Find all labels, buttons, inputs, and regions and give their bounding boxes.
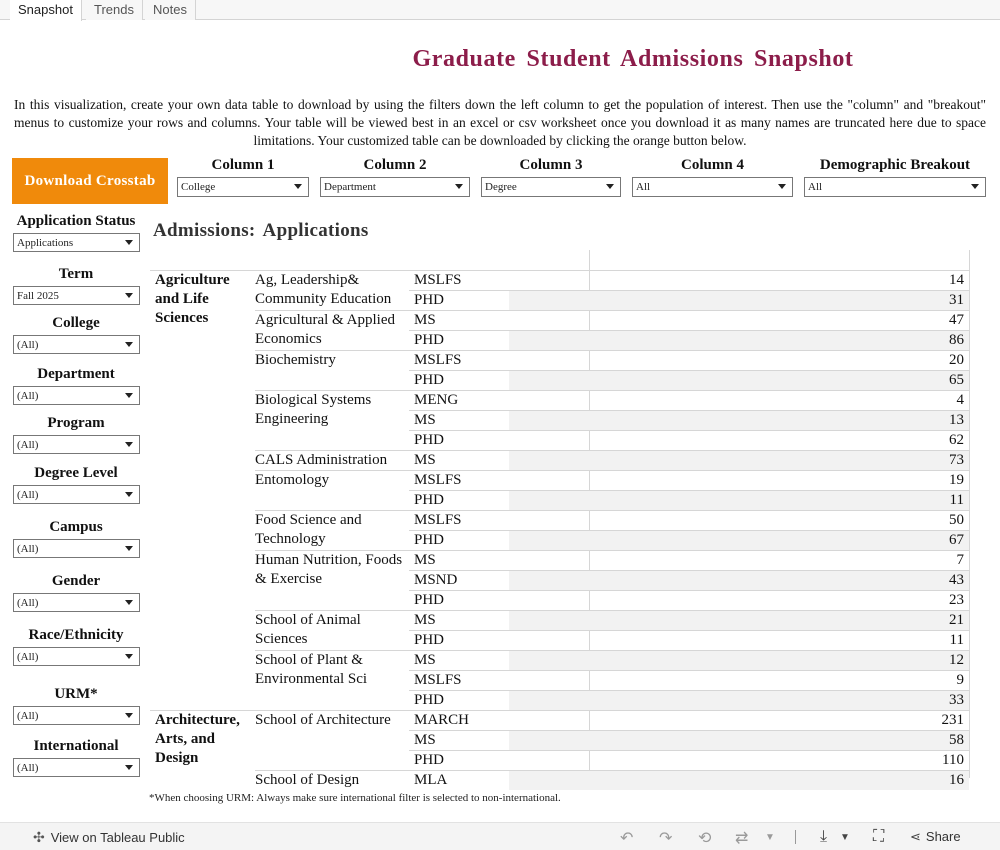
degree-cell: MSLFS [414,272,462,288]
select-value: (All) [17,597,39,609]
filter-select[interactable] [13,233,140,252]
select-value: All [808,181,823,193]
table-row[interactable] [409,610,969,630]
filter-select[interactable] [13,386,140,405]
degree-cell: MS [414,732,436,748]
select-value: (All) [17,651,39,663]
filter-select[interactable] [13,286,140,305]
select-value: Applications [17,237,74,249]
filter-label: Degree Level [34,465,118,481]
chevron-down-icon [971,184,979,189]
chevron-down-icon [125,713,133,718]
select-value: (All) [17,339,39,351]
filter-select[interactable] [13,758,140,777]
column-control-label: Column 4 [681,157,744,173]
degree-cell: MSLFS [414,352,462,368]
degree-cell: MS [414,612,436,628]
filter-select[interactable] [13,435,140,454]
select-value: College [181,181,216,193]
table-row[interactable] [409,730,969,750]
value-cell: 19 [949,472,964,488]
filter-label: URM* [54,686,98,702]
download-crosstab-button[interactable]: Download Crosstab [12,158,168,204]
college-header[interactable]: Architecture, Arts, and Design [155,712,240,766]
select-value: All [636,181,651,193]
value-cell: 13 [949,412,964,428]
value-cell: 20 [949,352,964,368]
select-value: (All) [17,390,39,402]
degree-cell: PHD [414,432,445,448]
urm-footnote: *When choosing URM: Always make sure international filter is selected to non-international. [149,792,561,804]
chevron-down-icon [294,184,302,189]
tab-bar [0,0,1000,20]
table-row[interactable] [409,410,969,430]
department-header[interactable]: Biochemistry [255,350,409,390]
degree-cell: MSLFS [414,512,462,528]
table-row[interactable] [409,310,969,330]
degree-cell: MSND [414,572,458,588]
degree-cell: MARCH [414,712,470,728]
column-control-label: Column 2 [363,157,427,173]
table-row[interactable] [409,450,969,470]
department-header[interactable]: Food Science and Technology [255,510,409,550]
degree-cell: PHD [414,532,445,548]
value-cell: 7 [956,552,964,568]
degree-cell: MSLFS [414,672,462,688]
refresh-menu-chevron-down-icon[interactable]: ▼ [765,832,775,843]
chevron-down-icon [125,393,133,398]
filter-label: College [52,315,100,331]
filter-label: International [33,738,119,754]
chevron-down-icon [606,184,614,189]
degree-cell: PHD [414,292,445,308]
table-row[interactable] [409,670,969,690]
tab-notes[interactable]: Notes [145,0,196,20]
select-value: Department [324,181,376,193]
crosstab-table[interactable] [150,250,970,788]
value-cell: 231 [941,712,964,728]
degree-cell: MS [414,652,436,668]
degree-cell: PHD [414,692,445,708]
filter-select[interactable] [13,335,140,354]
value-cell: 65 [949,372,964,388]
column-control-select[interactable] [320,177,470,197]
chevron-down-icon [125,654,133,659]
value-cell: 9 [956,672,964,688]
chevron-down-icon [125,293,133,298]
sheet-title: Admissions: Applications [153,220,369,241]
degree-cell: PHD [414,492,445,508]
column-control-select[interactable] [632,177,793,197]
table-row[interactable] [409,650,969,670]
degree-cell: PHD [414,632,445,648]
value-cell: 11 [949,492,964,508]
fullscreen-icon[interactable]: ⛶ [873,828,885,845]
chevron-down-icon [455,184,463,189]
tableau-logo-icon: ✣ [33,829,45,845]
table-row[interactable] [409,750,969,770]
filter-label: Department [37,366,115,382]
chevron-down-icon [125,765,133,770]
column-control-select[interactable] [804,177,986,197]
department-header[interactable]: Biological Systems Engineering [255,390,409,450]
download-menu-chevron-down-icon[interactable]: ▼ [840,832,850,843]
view-on-tableau-link[interactable] [33,829,185,846]
degree-cell: MS [414,412,436,428]
table-row[interactable] [409,630,969,650]
page-title: Graduate Student Admissions Snapshot [412,46,854,72]
toolbar-divider [795,830,796,844]
value-cell: 12 [949,652,964,668]
table-row[interactable] [409,370,969,390]
table-row[interactable] [409,390,969,410]
filter-label: Application Status [16,213,136,229]
select-value: (All) [17,762,39,774]
table-row[interactable] [409,770,969,790]
department-header[interactable]: Ag, Leadership& Community Education [255,270,409,310]
select-value: (All) [17,710,39,722]
column-control-label: Column 1 [211,157,275,173]
value-cell: 47 [949,312,964,328]
value-cell: 62 [949,432,964,448]
department-header[interactable]: Entomology [255,470,409,510]
chevron-down-icon [125,442,133,447]
redo-icon[interactable]: ↷ [659,830,673,847]
chevron-down-icon [125,492,133,497]
table-row[interactable] [409,430,969,450]
column-divider [969,250,970,778]
column-control-select[interactable] [177,177,309,197]
share-button[interactable] [910,829,961,845]
select-value: (All) [17,543,39,555]
degree-cell: MSLFS [414,472,462,488]
value-cell: 21 [949,612,964,628]
column-control-label: Demographic Breakout [819,157,971,173]
filter-label: Term [58,266,94,282]
department-header[interactable]: School of Design [255,770,409,790]
share-icon: ⋖ [910,829,921,844]
degree-cell: PHD [414,372,445,388]
value-cell: 50 [949,512,964,528]
table-row[interactable] [409,490,969,510]
value-cell: 33 [949,692,964,708]
refresh-icon[interactable]: ⇄ [735,830,749,847]
table-row[interactable] [409,270,969,290]
tab-trends[interactable]: Trends [86,0,143,20]
chevron-down-icon [778,184,786,189]
column-control-label: Column 3 [519,157,583,173]
select-value: Fall 2025 [17,290,59,302]
select-value: (All) [17,439,39,451]
filter-select[interactable] [13,647,140,666]
chevron-down-icon [125,546,133,551]
tableau-toolbar [0,822,1000,850]
degree-cell: MS [414,452,436,468]
value-cell: 4 [956,392,964,408]
degree-cell: PHD [414,592,445,608]
value-cell: 43 [949,572,964,588]
filter-label: Program [47,415,105,431]
department-header[interactable]: School of Architecture [255,710,409,770]
filter-select[interactable] [13,539,140,558]
value-cell: 67 [949,532,964,548]
degree-cell: MS [414,552,436,568]
table-row[interactable] [409,470,969,490]
degree-cell: MS [414,312,436,328]
column-control-select[interactable] [481,177,621,197]
undo-icon[interactable]: ↶ [620,830,634,847]
degree-cell: MENG [414,392,459,408]
value-cell: 86 [949,332,964,348]
table-row[interactable] [409,550,969,570]
table-row[interactable] [409,350,969,370]
filter-label: Campus [49,519,103,535]
table-row[interactable] [409,570,969,590]
college-header[interactable]: Agriculture and Life Sciences [155,272,230,326]
value-cell: 11 [949,632,964,648]
filter-select[interactable] [13,706,140,725]
department-header[interactable]: Human Nutrition, Foods & Exercise [255,550,409,610]
degree-cell: PHD [414,332,445,348]
department-header[interactable]: School of Plant & Environmental Sci [255,650,409,710]
revert-icon[interactable]: ⟲ [698,830,712,847]
table-row[interactable] [409,530,969,550]
department-header[interactable]: Agricultural & Applied Economics [255,310,409,350]
value-cell: 14 [949,272,964,288]
table-row[interactable] [409,590,969,610]
tab-snapshot[interactable]: Snapshot [10,0,82,21]
chevron-down-icon [125,342,133,347]
chevron-down-icon [125,600,133,605]
download-icon[interactable]: ⤓ [820,828,828,845]
table-row[interactable] [409,330,969,350]
value-cell: 23 [949,592,964,608]
table-row[interactable] [409,510,969,530]
select-value: (All) [17,489,39,501]
table-row[interactable] [409,290,969,310]
value-cell: 73 [949,452,964,468]
intro-text: In this visualization, create your own data table to download by using the filters down the left column to get the population of interest. Then use the "column" and "breakout" menus to customize your rows and columns. Your table will be viewed best in an excel or csv worksheet once you download it as many names are truncated here due to space limitations. Your customized table can be downloaded by clicking the orange button below. [14,97,986,149]
share-label: Share [925,829,961,844]
select-value: Degree [485,181,517,193]
value-cell: 31 [949,292,964,308]
chevron-down-icon [125,240,133,245]
view-on-tableau-label: View on Tableau Public [50,830,185,845]
table-row[interactable] [409,710,969,730]
filter-label: Race/Ethnicity [28,627,124,643]
degree-cell: PHD [414,752,445,768]
filter-select[interactable] [13,593,140,612]
header-gap [409,250,410,271]
value-cell: 16 [949,772,964,788]
degree-cell: MLA [414,772,448,788]
filter-label: Gender [51,573,101,589]
value-cell: 110 [942,752,964,768]
filter-select[interactable] [13,485,140,504]
department-header[interactable]: CALS Administration [255,450,409,470]
table-row[interactable] [409,690,969,710]
department-header[interactable]: School of Animal Sciences [255,610,409,650]
value-cell: 58 [949,732,964,748]
